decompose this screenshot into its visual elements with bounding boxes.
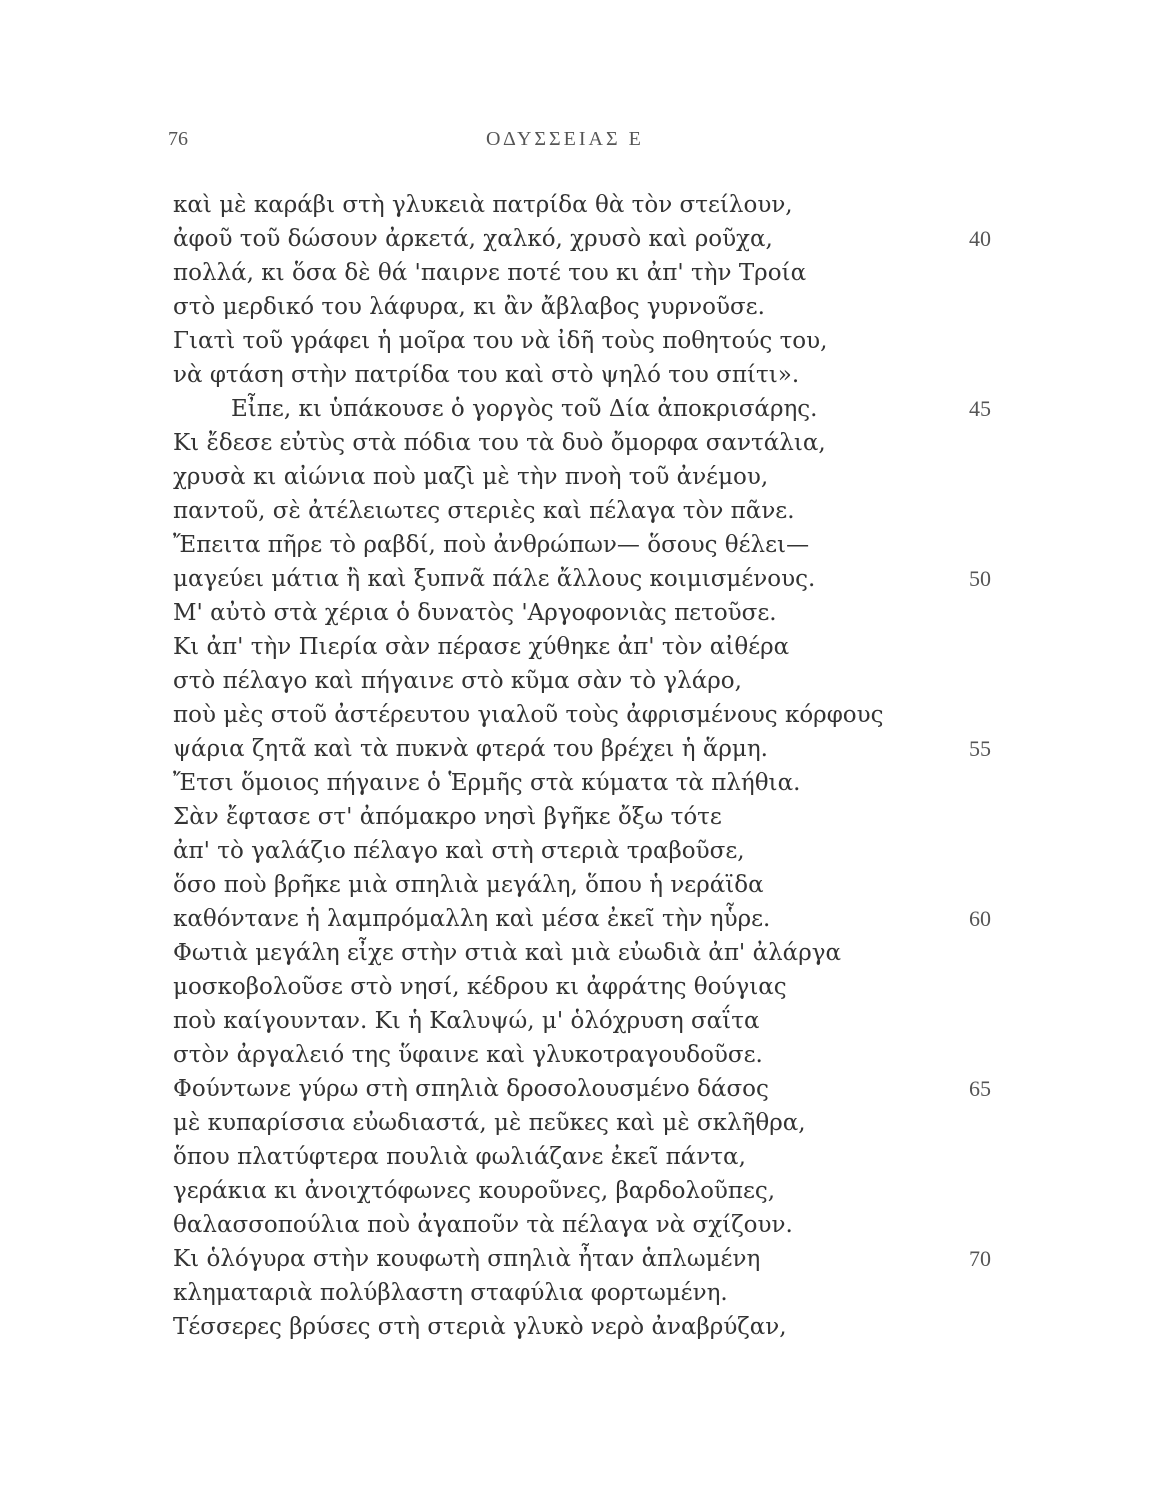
- verse-line: [173, 1004, 1003, 1038]
- verse-text: μοσκοβολοῦσε στὸ νησί, κέδρου κι ἀφράτης θούγιας: [173, 974, 787, 1000]
- verse-line: [173, 528, 1003, 562]
- verse-line: [173, 732, 1003, 766]
- verse-text: Τέσσερες βρύσες στὴ στεριὰ γλυκὸ νερὸ ἀναβρύζαν,: [173, 1314, 787, 1340]
- verse-text: Φούντωνε γύρω στὴ σπηλιὰ δροσολουσμένο δάσος: [173, 1076, 769, 1102]
- line-number: 40: [969, 226, 991, 251]
- verse-line: [173, 290, 1003, 324]
- verse-line: [173, 834, 1003, 868]
- poem-text: [173, 188, 1003, 1344]
- verse-line: [173, 460, 1003, 494]
- verse-text: ποὺ μὲς στοῦ ἀστέρευτου γιαλοῦ τοὺς ἀφρισμένους κόρφους: [173, 702, 884, 728]
- line-number: 60: [969, 906, 991, 931]
- verse-line: [173, 698, 1003, 732]
- verse-line: [173, 358, 1003, 392]
- verse-text: στὸν ἀργαλειό της ὕφαινε καὶ γλυκοτραγουδοῦσε.: [173, 1042, 763, 1068]
- running-title: ΟΔΥΣΣΕΙΑΣ Ε: [486, 128, 644, 150]
- verse-line: [173, 630, 1003, 664]
- verse-line: [173, 902, 1003, 936]
- verse-text: γεράκια κι ἀνοιχτόφωνες κουροῦνες, βαρδολοῦπες,: [173, 1178, 776, 1204]
- verse-text: Κι ὁλόγυρα στὴν κουφωτὴ σπηλιὰ ἦταν ἁπλωμένη: [173, 1246, 761, 1272]
- verse-line: [173, 188, 1003, 222]
- verse-line: [173, 936, 1003, 970]
- verse-text: θαλασσοπούλια ποὺ ἀγαποῦν τὰ πέλαγα νὰ σχίζουν.: [173, 1212, 793, 1238]
- verse-line: [173, 1310, 1003, 1344]
- verse-text: μαγεύει μάτια ἢ καὶ ξυπνᾶ πάλε ἄλλους κοιμισμένους.: [173, 566, 816, 592]
- verse-text: ποὺ καίγουνταν. Κι ἡ Καλυψώ, μ' ὁλόχρυση σαΐτα: [173, 1008, 760, 1034]
- verse-line: [173, 324, 1003, 358]
- verse-line: [173, 800, 1003, 834]
- line-number: 55: [969, 736, 991, 761]
- verse-line: [173, 1174, 1003, 1208]
- verse-text: ἀπ' τὸ γαλάζιο πέλαγο καὶ στὴ στεριὰ τραβοῦσε,: [173, 838, 745, 864]
- verse-line: [173, 1038, 1003, 1072]
- verse-line: [173, 1140, 1003, 1174]
- verse-line: [173, 562, 1003, 596]
- verse-line: [173, 1276, 1003, 1310]
- verse-text: καὶ μὲ καράβι στὴ γλυκειὰ πατρίδα θὰ τὸν στείλουν,: [173, 192, 793, 218]
- verse-text: Φωτιὰ μεγάλη εἶχε στὴν στιὰ καὶ μιὰ εὐωδιὰ ἀπ' ἀλάργα: [173, 940, 842, 966]
- verse-text: Ἔπειτα πῆρε τὸ ραβδί, ποὺ ἀνθρώπων— ὅσους θέλει—: [173, 532, 810, 558]
- verse-line: [173, 1106, 1003, 1140]
- verse-text: καθόντανε ἡ λαμπρόμαλλη καὶ μέσα ἐκεῖ τὴν ηὗρε.: [173, 906, 771, 932]
- verse-text: ὅπου πλατύφτερα πουλιὰ φωλιάζανε ἐκεῖ πάντα,: [173, 1144, 746, 1170]
- verse-text: ἀφοῦ τοῦ δώσουν ἀρκετά, χαλκό, χρυσὸ καὶ ροῦχα,: [173, 226, 773, 252]
- verse-line: [173, 1072, 1003, 1106]
- line-number: 45: [969, 396, 991, 421]
- verse-text: πολλά, κι ὅσα δὲ θά 'παιρνε ποτέ του κι ἀπ' τὴν Τροία: [173, 260, 807, 286]
- verse-text: παντοῦ, σὲ ἀτέλειωτες στεριὲς καὶ πέλαγα τὸν πᾶνε.: [173, 498, 795, 524]
- verse-text: Γιατὶ τοῦ γράφει ἡ μοῖρα του νὰ ἰδῆ τοὺς ποθητούς του,: [173, 328, 828, 354]
- verse-text: κληματαριὰ πολύβλαστη σταφύλια φορτωμένη.: [173, 1280, 728, 1306]
- verse-line: [173, 596, 1003, 630]
- verse-line: [173, 222, 1003, 256]
- verse-text: ψάρια ζητᾶ καὶ τὰ πυκνὰ φτερά του βρέχει ἡ ἅρμη.: [173, 736, 768, 762]
- verse-text: Εἶπε, κι ὑπάκουσε ὁ γοργὸς τοῦ Δία ἀποκρισάρης.: [231, 396, 818, 422]
- verse-text: Μ' αὐτὸ στὰ χέρια ὁ δυνατὸς 'Αργοφονιὰς πετοῦσε.: [173, 600, 777, 626]
- verse-text: Κι ἔδεσε εὐτὺς στὰ πόδια του τὰ δυὸ ὄμορφα σαντάλια,: [173, 430, 826, 456]
- verse-line: [173, 256, 1003, 290]
- verse-line: [173, 392, 1003, 426]
- verse-text: ὅσο ποὺ βρῆκε μιὰ σπηλιὰ μεγάλη, ὅπου ἡ νεράϊδα: [173, 872, 764, 898]
- line-number: 65: [969, 1076, 991, 1101]
- page-number: 76: [168, 128, 188, 150]
- verse-text: Ἔτσι ὅμοιος πήγαινε ὁ Ἑρμῆς στὰ κύματα τὰ πλήθια.: [173, 770, 801, 796]
- verse-line: [173, 970, 1003, 1004]
- verse-line: [173, 766, 1003, 800]
- verse-text: Κι ἀπ' τὴν Πιερία σὰν πέρασε χύθηκε ἀπ' τὸν αἰθέρα: [173, 634, 790, 660]
- page-header: [168, 128, 998, 154]
- verse-text: χρυσὰ κι αἰώνια ποὺ μαζὶ μὲ τὴν πνοὴ τοῦ ἀνέμου,: [173, 464, 769, 490]
- verse-text: Σὰν ἔφτασε στ' ἀπόμακρο νησὶ βγῆκε ὄξω τότε: [173, 804, 722, 830]
- verse-line: [173, 494, 1003, 528]
- verse-text: στὸ πέλαγο καὶ πήγαινε στὸ κῦμα σὰν τὸ γλάρο,: [173, 668, 742, 694]
- verse-text: νὰ φτάση στὴν πατρίδα του καὶ στὸ ψηλό του σπίτι».: [173, 362, 800, 388]
- verse-line: [173, 426, 1003, 460]
- verse-line: [173, 868, 1003, 902]
- line-number: 70: [969, 1246, 991, 1271]
- line-number: 50: [969, 566, 991, 591]
- verse-line: [173, 1242, 1003, 1276]
- verse-line: [173, 1208, 1003, 1242]
- verse-line: [173, 664, 1003, 698]
- verse-text: στὸ μερδικό του λάφυρα, κι ἂν ἄβλαβος γυρνοῦσε.: [173, 294, 765, 320]
- verse-text: μὲ κυπαρίσσια εὐωδιαστά, μὲ πεῦκες καὶ μὲ σκλῆθρα,: [173, 1110, 806, 1136]
